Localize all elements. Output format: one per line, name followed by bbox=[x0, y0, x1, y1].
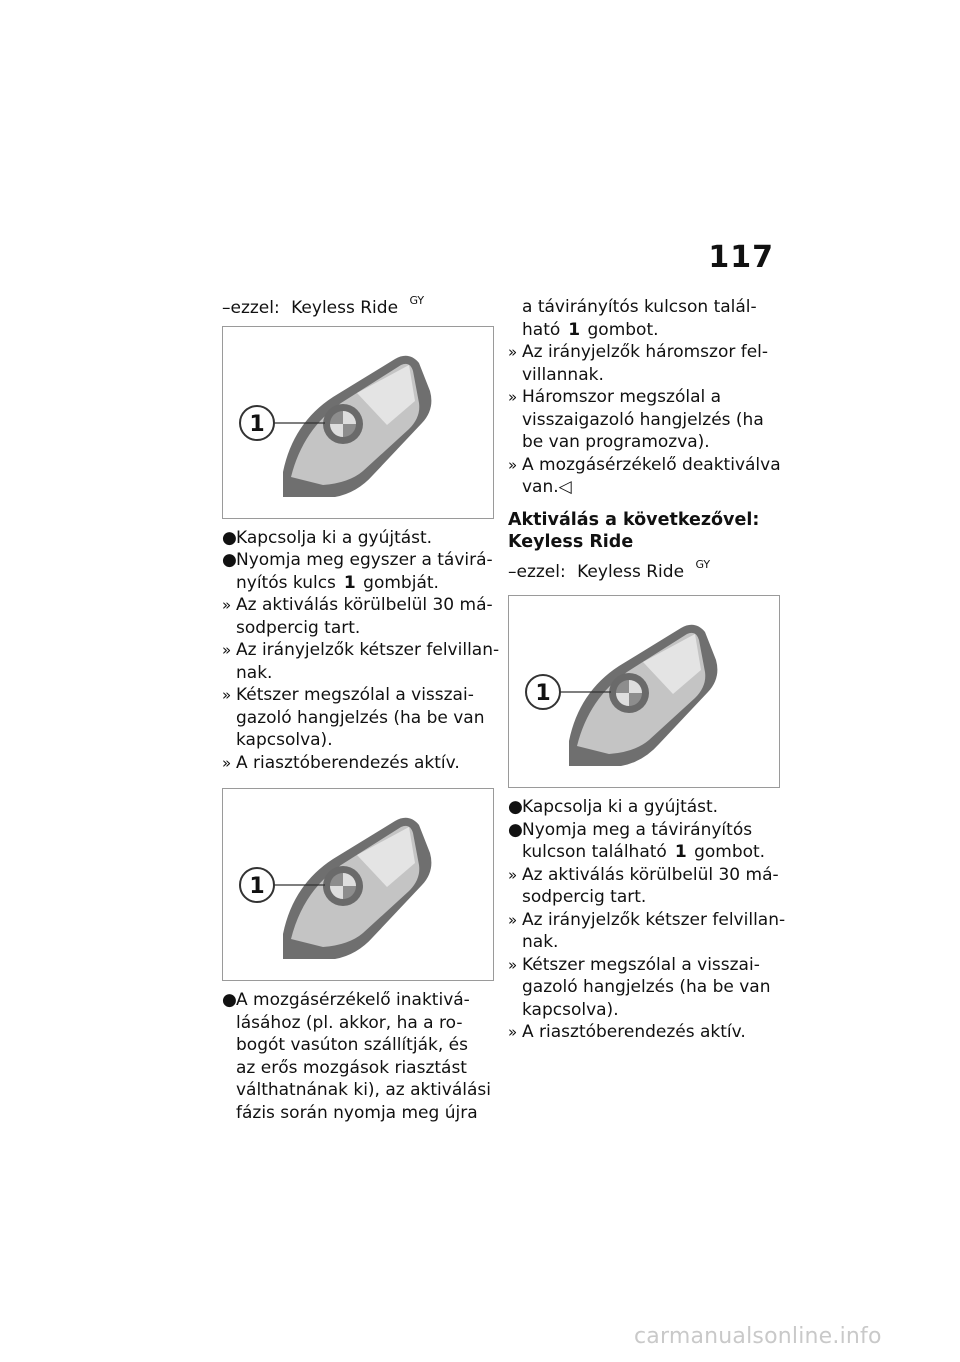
item-text: gazoló hangjelzés (ha be van bbox=[522, 977, 771, 997]
key-fob-illustration bbox=[509, 596, 779, 787]
item-text: Kapcsolja ki a gyújtást. bbox=[236, 527, 433, 548]
item-text: A mozgásérzékelő inaktivá- bbox=[236, 990, 470, 1010]
instruction-list bbox=[222, 989, 494, 1124]
figure-callout-label: 1 bbox=[249, 411, 265, 437]
list-item bbox=[508, 909, 786, 954]
item-text: visszaigazoló hangjelzés (ha bbox=[522, 409, 764, 430]
item-text: sodpercig tart. bbox=[236, 617, 361, 638]
item-text: Az irányjelzők háromszor fel- bbox=[522, 342, 769, 362]
list-item bbox=[222, 989, 494, 1124]
result-marker: » bbox=[508, 1023, 518, 1041]
item-text: Kétszer megszólal a visszai- bbox=[522, 954, 760, 975]
bullet-marker: ● bbox=[222, 990, 237, 1010]
item-text: nak. bbox=[522, 932, 559, 952]
key-fob-figure bbox=[508, 595, 780, 788]
section-heading: Aktiválás a következővel: Keyless Ride bbox=[508, 509, 760, 552]
item-text: villannak. bbox=[522, 364, 604, 385]
result-marker: » bbox=[222, 686, 232, 704]
bullet-marker: ● bbox=[222, 550, 237, 570]
condition-prefix: –ezzel: bbox=[222, 298, 280, 318]
item-text: az erős mozgások riasztást bbox=[236, 1057, 467, 1078]
result-marker: » bbox=[508, 455, 518, 474]
item-text: fázis során nyomja meg újra bbox=[236, 1102, 478, 1123]
key-fob-figure bbox=[222, 326, 494, 519]
list-item bbox=[508, 796, 780, 819]
condition-name: Keyless Ride bbox=[291, 298, 399, 318]
bullet-marker: ● bbox=[508, 797, 523, 817]
list-item bbox=[222, 639, 500, 684]
list-item bbox=[508, 341, 780, 386]
list-item bbox=[222, 594, 494, 639]
key-fob-figure bbox=[222, 788, 494, 981]
condition-line bbox=[222, 290, 494, 320]
condition-prefix: –ezzel: bbox=[508, 561, 566, 582]
item-text: kapcsolva). bbox=[236, 730, 333, 750]
bullet-marker: ● bbox=[222, 527, 237, 548]
reference-number: 1 bbox=[568, 319, 581, 340]
reference-number: 1 bbox=[343, 572, 356, 593]
item-text: A riasztóberendezés aktív. bbox=[236, 752, 460, 773]
item-text: Kétszer megszólal a visszai- bbox=[236, 685, 474, 705]
item-text: bogót vasúton szállítják, és bbox=[236, 1035, 468, 1055]
item-text: sodpercig tart. bbox=[522, 887, 647, 907]
list-item bbox=[508, 819, 780, 864]
item-text: Háromszor megszólal a bbox=[522, 387, 722, 407]
result-marker: » bbox=[508, 955, 518, 974]
item-text: nyítós kulcs 1 gombját. bbox=[236, 572, 439, 593]
condition-name: Keyless Ride bbox=[577, 561, 685, 582]
bullet-marker: ● bbox=[508, 819, 523, 840]
item-text: válthatnának ki), az aktiválási bbox=[236, 1080, 491, 1100]
item-text: ható 1 gombot. bbox=[522, 319, 659, 340]
instruction-list bbox=[508, 341, 780, 499]
item-text: gazoló hangjelzés (ha be van bbox=[236, 707, 485, 728]
watermark-text: carmanualsonline.info bbox=[634, 1324, 882, 1349]
result-marker: » bbox=[508, 343, 518, 361]
list-item bbox=[222, 549, 494, 594]
item-text: a távirányítós kulcson talál- bbox=[522, 297, 757, 317]
condition-code: GY bbox=[409, 294, 425, 307]
instruction-list bbox=[508, 796, 786, 1044]
item-text: nak. bbox=[236, 662, 273, 683]
item-text: Az aktiválás körülbelül 30 má- bbox=[522, 864, 779, 885]
result-marker: » bbox=[508, 388, 518, 406]
key-fob-illustration bbox=[223, 789, 493, 980]
figure-callout-label: 1 bbox=[535, 681, 551, 706]
item-text: kapcsolva). bbox=[522, 999, 619, 1020]
result-marker: » bbox=[508, 910, 518, 929]
reference-number: 1 bbox=[674, 842, 687, 862]
item-text: A riasztóberendezés aktív. bbox=[522, 1022, 746, 1042]
list-item bbox=[222, 684, 494, 752]
figure-callout-label: 1 bbox=[249, 874, 265, 899]
list-item bbox=[508, 386, 780, 454]
result-marker: » bbox=[222, 596, 232, 614]
item-text: Az irányjelzők kétszer felvillan- bbox=[522, 909, 786, 930]
result-marker: » bbox=[508, 865, 518, 884]
list-item bbox=[222, 527, 494, 550]
item-text: Nyomja meg a távirányítós bbox=[522, 819, 753, 840]
condition-code: GY bbox=[695, 557, 711, 571]
result-marker: » bbox=[222, 753, 232, 772]
left-column bbox=[222, 290, 500, 1124]
list-item bbox=[222, 752, 494, 775]
right-column bbox=[508, 296, 786, 1044]
result-marker: » bbox=[222, 641, 232, 659]
item-text: be van programozva). bbox=[522, 432, 710, 452]
list-item bbox=[508, 1021, 780, 1044]
condition-line bbox=[508, 554, 780, 584]
item-text: A mozgásérzékelő deaktiválva bbox=[522, 454, 781, 475]
key-fob-illustration bbox=[223, 327, 493, 518]
page-number: 117 bbox=[708, 240, 774, 275]
list-item bbox=[508, 864, 780, 909]
instruction-list bbox=[222, 527, 500, 775]
item-text: Az irányjelzők kétszer felvillan- bbox=[236, 640, 500, 660]
item-text: Kapcsolja ki a gyújtást. bbox=[522, 797, 719, 817]
item-text: van.◁ bbox=[522, 477, 572, 497]
list-item bbox=[508, 454, 780, 499]
item-text: Az aktiválás körülbelül 30 má- bbox=[236, 595, 493, 615]
list-item-continuation bbox=[508, 296, 780, 341]
item-text: lásához (pl. akkor, ha a ro- bbox=[236, 1012, 463, 1033]
list-item bbox=[508, 954, 780, 1022]
item-text: Nyomja meg egyszer a távirá- bbox=[236, 550, 493, 570]
item-text: kulcson található 1 gombot. bbox=[522, 842, 766, 862]
